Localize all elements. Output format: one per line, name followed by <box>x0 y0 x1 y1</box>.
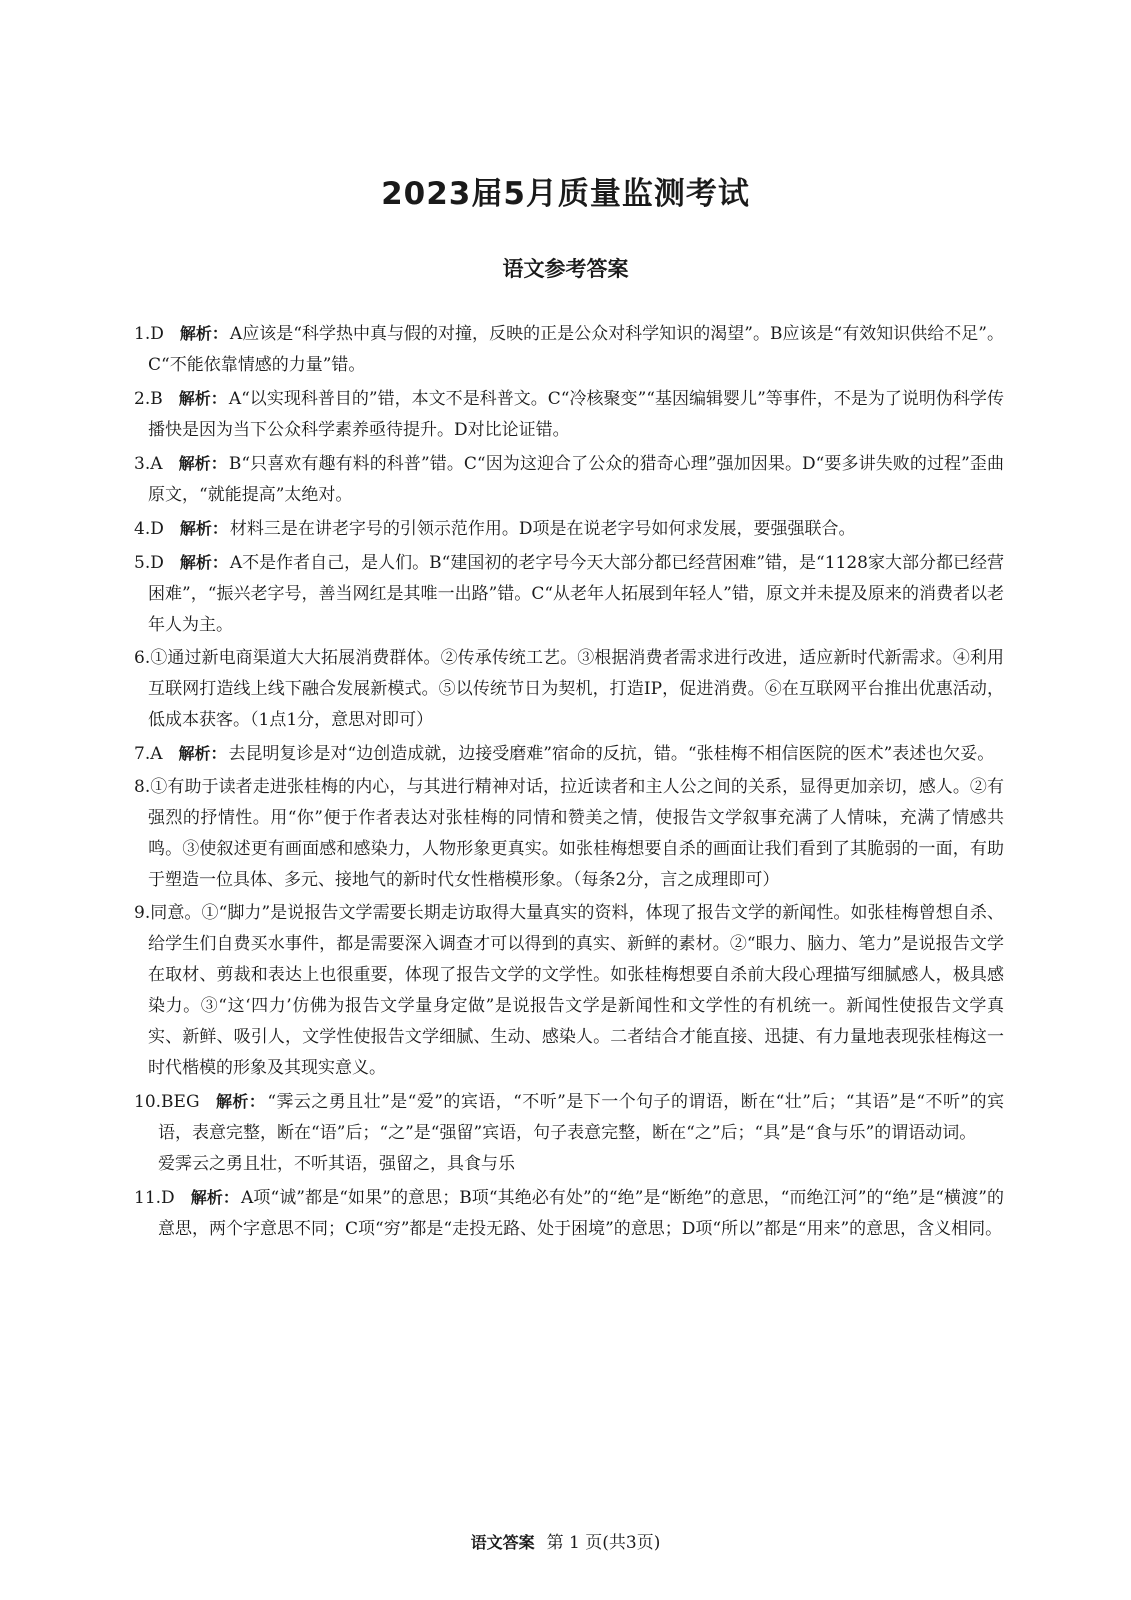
analysis-label: 解析： <box>179 519 228 538</box>
answer-key: B <box>150 389 163 409</box>
answer-list <box>134 318 1004 1247</box>
analysis-label: 解析： <box>178 389 227 408</box>
analysis-label: 解析： <box>178 454 227 473</box>
answer-number: 1. <box>134 324 151 344</box>
answer-item-2 <box>134 383 1004 446</box>
answer-text: B“只喜欢有趣有料的科普”错。C“因为这迎合了公众的猎奇心理”强加因果。D“要多讲失败的过程”歪曲原文，“就能提高”太绝对。 <box>148 454 1004 505</box>
answer-number: 10. <box>134 1092 162 1112</box>
answer-number: 11. <box>134 1188 162 1208</box>
answer-number: 3. <box>134 454 151 474</box>
answer-key: D <box>150 324 164 344</box>
analysis-label: 解析： <box>179 553 228 572</box>
answer-key: A <box>150 744 163 764</box>
page-subtitle: 语文参考答案 <box>502 257 629 281</box>
answer-text: 同意。①“脚力”是说报告文学需要长期走访取得大量真实的资料，体现了报告文学的新闻性。如张桂梅曾想自杀、给学生们自费买水事件，都是需要深入调查才可以得到的真实、新鲜的素材。②“眼力、脑力、笔力”是说报告文学在取材、剪裁和表达上也很重要，体现了报告文学的文学性。如张桂梅想要自杀前大段心理描写细腻感人，极具感染力。③“这‘四力’仿佛为报告文学量身定做”是说报告文学是新闻性和文学性的有机统一。新闻性使报告文学真实、新鲜、吸引人，文学性使报告文学细腻、生动、感染人。二者结合才能直接、迅捷、有力量地表现张桂梅这一时代楷模的形象及其现实意义。 <box>148 903 1004 1078</box>
answer-item-7 <box>134 738 1004 770</box>
answer-item-11 <box>134 1182 1004 1245</box>
answer-number: 8. <box>134 777 151 797</box>
answer-number: 7. <box>134 744 151 764</box>
answer-text: 去昆明复诊是对“边创造成就，边接受磨难”宿命的反抗，错。“张桂梅不相信医院的医术”表述也欠妥。 <box>228 744 995 764</box>
page-footer <box>0 1531 1131 1555</box>
answer-item-10 <box>134 1086 1004 1180</box>
answer-number: 9. <box>134 903 151 923</box>
answer-number: 2. <box>134 389 151 409</box>
answer-item-4 <box>134 513 1004 545</box>
answer-number: 4. <box>134 519 151 539</box>
answer-number: 6. <box>134 648 151 668</box>
answer-item-6 <box>134 643 1004 736</box>
answer-item-1 <box>134 318 1004 381</box>
answer-key: D <box>161 1188 175 1208</box>
answer-text: A不是作者自己，是人们。B“建国初的老字号今天大部分都已经营困难”错，是“1128家大部分都已经营困难”，“振兴老字号，善当网红是其唯一出路”错。C“从老年人拓展到年轻人”错，原文并未提及原来的消费者以老年人为主。 <box>148 553 1004 635</box>
answer-item-5 <box>134 547 1004 641</box>
answer-number: 5. <box>134 553 151 573</box>
answer-key: BEG <box>161 1092 200 1112</box>
footer-label: 语文答案 <box>470 1533 535 1552</box>
page-number: 第 1 页(共3页) <box>546 1533 661 1553</box>
answer-text: A应该是“科学热中真与假的对撞，反映的正是公众对科学知识的渴望”。B应该是“有效知识供给不足”。C“不能依靠情感的力量”错。 <box>148 324 1004 375</box>
page-title: 2023届5月质量监测考试 <box>381 176 750 212</box>
answer-text: 材料三是在讲老字号的引领示范作用。D项是在说老字号如何求发展，要强强联合。 <box>229 519 856 539</box>
answer-text: ①有助于读者走进张桂梅的内心，与其进行精神对话，拉近读者和主人公之间的关系，显得更加亲切，感人。②有强烈的抒情性。用“你”便于作者表达对张桂梅的同情和赞美之情，使报告文学叙事充满了人情味，充满了情感共鸣。③使叙述更有画面感和感染力，人物形象更真实。如张桂梅想要自杀的画面让我们看到了其脆弱的一面，有助于塑造一位具体、多元、接地气的新时代女性楷模形象。（每条2分，言之成理即可） <box>148 777 1004 890</box>
analysis-label: 解析： <box>190 1188 240 1207</box>
answer-item-3 <box>134 448 1004 511</box>
analysis-label: 解析： <box>179 324 228 343</box>
answer-text: ①通过新电商渠道大大拓展消费群体。②传承传统工艺。③根据消费者需求进行改进，适应新时代新需求。④利用互联网打造线上线下融合发展新模式。⑤以传统节日为契机，打造IP，促进消费。⑥在互联网平台推出优惠活动，低成本获客。（1点1分，意思对即可） <box>148 648 1004 730</box>
answer-text: A项“诚”都是“如果”的意思；B项“其绝必有处”的“绝”是“断绝”的意思，“而绝江河”的“绝”是“横渡”的意思，两个字意思不同；C项“穷”都是“走投无路、处于困境”的意思；D项“所以”都是“用来”的意思，含义相同。 <box>158 1188 1004 1239</box>
answer-item-8 <box>134 772 1004 896</box>
analysis-label: 解析： <box>178 744 227 763</box>
analysis-label: 解析： <box>215 1092 266 1111</box>
answer-key: D <box>150 553 164 573</box>
answer-text: A“以实现科普目的”错，本文不是科普文。C“冷核聚变”“基因编辑婴儿”等事件，不是为了说明伪科学传播快是因为当下公众科学素养亟待提升。D对比论证错。 <box>148 389 1004 440</box>
answer-key: A <box>150 454 163 474</box>
answer-text: “霁云之勇且壮”是“爱”的宾语，“不听”是下一个句子的谓语，断在“壮”后；“其语”是“不听”的宾语，表意完整，断在“语”后；“之”是“强留”宾语，句子表意完整，断在“之”后；“具”是“食与乐”的谓语动词。 <box>158 1092 1004 1143</box>
answer-item-9 <box>134 898 1004 1084</box>
answer-punctuated-sentence: 爱霁云之勇且壮，不听其语，强留之，具食与乐 <box>158 1154 515 1174</box>
answer-key: D <box>150 519 164 539</box>
